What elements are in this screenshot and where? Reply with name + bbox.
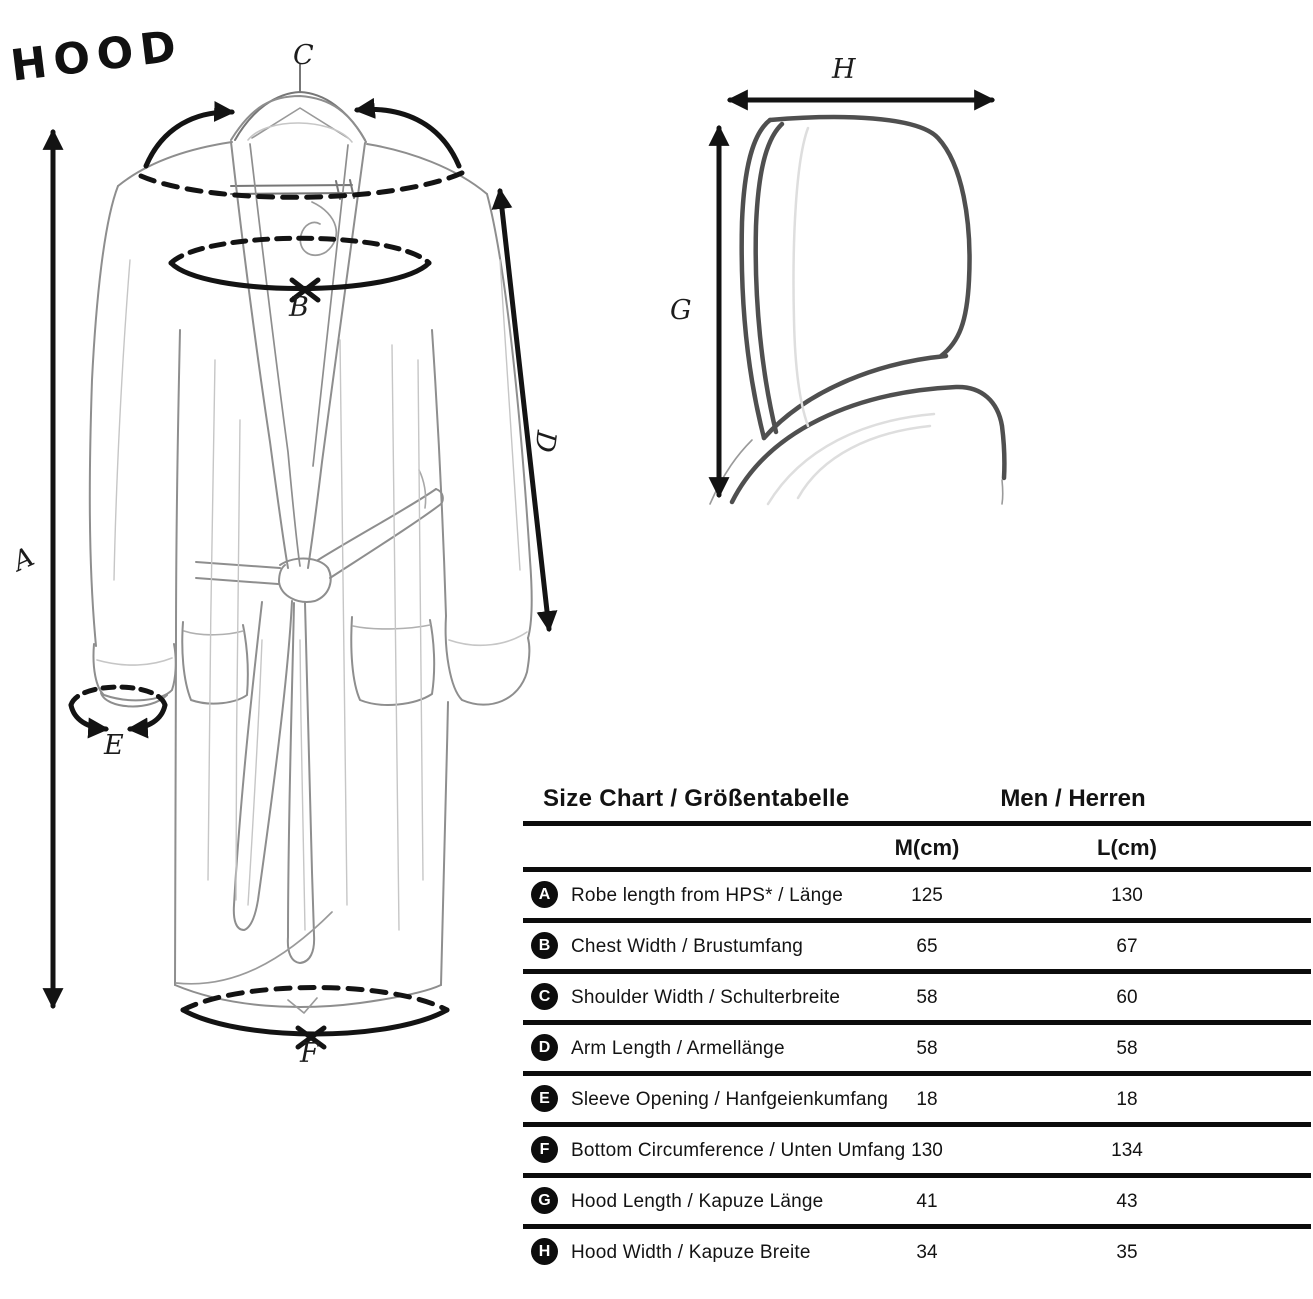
size-table — [523, 779, 1311, 1275]
row-value-m: 125 — [911, 885, 943, 906]
label-f: F — [300, 1038, 319, 1069]
table-row — [523, 1229, 1311, 1275]
row-value-m: 58 — [916, 987, 938, 1008]
row-value-m: 65 — [916, 936, 938, 957]
table-row — [523, 974, 1311, 1025]
row-value-l: 134 — [1111, 1140, 1143, 1161]
table-row — [523, 872, 1311, 923]
column-header-l: L(cm) — [1097, 835, 1157, 860]
row-value-m: 58 — [916, 1038, 938, 1059]
row-label: Robe length from HPS* / Länge — [571, 885, 843, 906]
table-row — [523, 1127, 1311, 1178]
row-letter-badge: B — [531, 932, 558, 959]
measure-arc-e-left — [71, 705, 106, 729]
robe-sketch — [90, 64, 532, 1013]
row-value-m: 41 — [916, 1191, 938, 1212]
row-label: Shoulder Width / Schulterbreite — [571, 987, 841, 1008]
row-letter-badge: C — [531, 983, 558, 1010]
row-letter-badge: D — [531, 1034, 558, 1061]
table-row — [523, 923, 1311, 974]
row-value-m: 18 — [916, 1089, 938, 1110]
row-letter-badge: A — [531, 881, 558, 908]
row-letter-badge: E — [531, 1085, 558, 1112]
row-label: Chest Width / Brustumfang — [571, 936, 804, 957]
row-value-l: 43 — [1116, 1191, 1138, 1212]
row-label: Bottom Circumference / Unten Umfang — [571, 1140, 906, 1161]
table-group-header: Men / Herren — [1000, 785, 1146, 812]
row-label: Hood Width / Kapuze Breite — [571, 1242, 811, 1263]
label-g: G — [670, 295, 692, 326]
table-row — [523, 1178, 1311, 1229]
row-letter-badge: F — [531, 1136, 558, 1163]
measure-arc-e-right — [130, 705, 165, 729]
label-h: H — [832, 54, 856, 85]
measure-arc-c-right — [357, 109, 459, 166]
measure-arrow-d — [500, 191, 549, 629]
row-label: Arm Length / Armellänge — [571, 1038, 785, 1059]
hood-sketch — [710, 117, 1004, 504]
row-value-l: 18 — [1116, 1089, 1138, 1110]
row-value-l: 60 — [1116, 987, 1138, 1008]
column-header-m: M(cm) — [894, 835, 960, 860]
label-e: E — [104, 730, 124, 761]
hood-diagram — [650, 40, 1070, 510]
measurement-marks — [53, 109, 549, 1047]
row-letter-badge: G — [531, 1187, 558, 1214]
label-d: D — [528, 428, 562, 455]
table-row — [523, 1076, 1311, 1127]
row-value-l: 67 — [1116, 936, 1138, 957]
label-a: A — [8, 541, 39, 578]
measure-arc-f — [183, 1010, 447, 1034]
label-b: B — [289, 292, 309, 323]
row-value-l: 130 — [1111, 885, 1143, 906]
row-value-l: 58 — [1116, 1038, 1138, 1059]
row-label: Sleeve Opening / Hanfgeienkumfang — [571, 1089, 889, 1110]
row-value-l: 35 — [1116, 1242, 1138, 1263]
row-value-m: 130 — [911, 1140, 943, 1161]
measure-dash-e — [71, 687, 165, 705]
row-letter-badge: H — [531, 1238, 558, 1265]
hood-note: HOOD — [8, 20, 186, 92]
table-row — [523, 1025, 1311, 1076]
row-label: Hood Length / Kapuze Länge — [571, 1191, 824, 1212]
size-table-header — [523, 779, 1311, 821]
table-title: Size Chart / Größentabelle — [543, 785, 850, 812]
column-header-row — [523, 826, 1311, 867]
measure-arc-c-left — [146, 112, 232, 166]
row-value-m: 34 — [916, 1242, 938, 1263]
label-c: C — [293, 40, 314, 71]
